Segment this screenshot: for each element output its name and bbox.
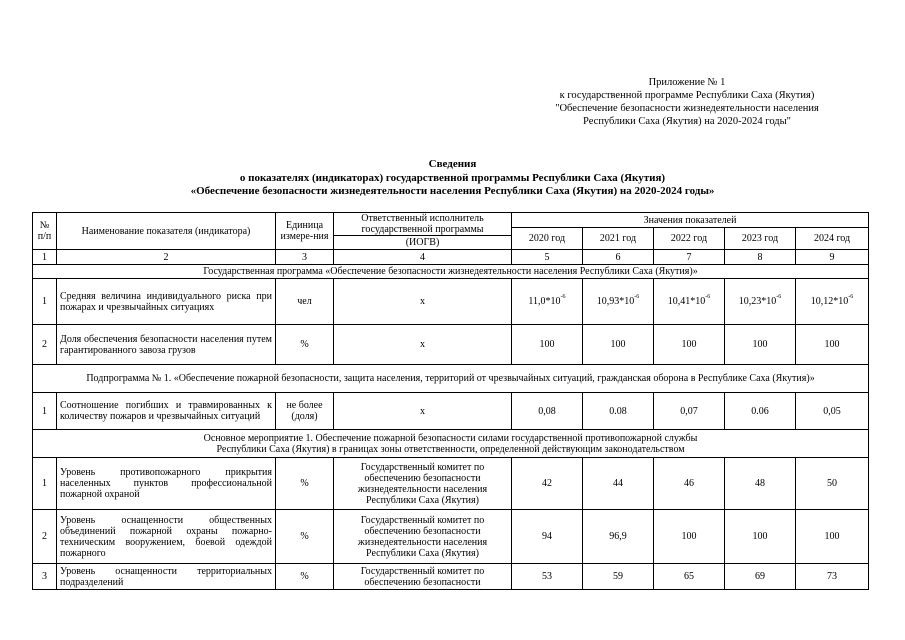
unit: %	[276, 510, 334, 564]
value-exponent: -6	[848, 294, 854, 300]
heading-subtitle: о показателях (индикаторах) государственной программы Республики Саха (Якутия)	[239, 171, 666, 184]
indicator-value: 0.06	[725, 393, 796, 430]
indicator-value: 94	[512, 510, 583, 564]
indicator-value: 0,07	[654, 393, 725, 430]
indicator-value: 100	[725, 510, 796, 564]
indicator-value: 65	[654, 564, 725, 590]
unit: чел	[276, 279, 334, 325]
section-program: Государственная программа «Обеспечение безопасности жизнедеятельности населения Республики Саха (Якутия)»	[33, 265, 869, 279]
indicator-value: 96,9	[583, 510, 654, 564]
executor: х	[334, 279, 512, 325]
indicator-value: 0,05	[796, 393, 869, 430]
section-subprogram: Подпрограмма № 1. «Обеспечение пожарной безопасности, защита населения, территорий от чрезвычайных ситуаций, гражданская оборона в Республике Саха (Якутия)»	[33, 365, 869, 393]
indicator-value: 100	[512, 325, 583, 365]
table-row	[33, 279, 869, 325]
indicator-value: 44	[583, 458, 654, 510]
column-index: 8	[725, 250, 796, 265]
row-number: 1	[33, 279, 57, 325]
table-row	[33, 393, 869, 430]
row-number: 2	[33, 510, 57, 564]
header-values: Значения показателей	[512, 213, 869, 228]
section-main-activity	[33, 430, 869, 458]
column-index: 7	[654, 250, 725, 265]
row-number: 1	[33, 393, 57, 430]
indicator-value: 53	[512, 564, 583, 590]
indicator-value	[725, 279, 796, 325]
indicator-name: Уровень оснащенности территориальных подразделений	[57, 564, 276, 590]
header-num: № п/п	[33, 213, 57, 250]
row-number: 3	[33, 564, 57, 590]
value-exponent: -6	[560, 294, 566, 300]
section-line: Основное мероприятие 1. Обеспечение пожарной безопасности силами государственной противопожарной службы	[203, 432, 698, 444]
indicator-name: Уровень противопожарного прикрытия населенных пунктов профессиональной пожарной охраной	[57, 458, 276, 510]
indicator-name: Уровень оснащенности общественных объединений пожарной охраны пожарно-техническим вооружением, боевой одеждой пожарного	[57, 510, 276, 564]
unit: %	[276, 564, 334, 590]
indicator-value	[796, 279, 869, 325]
column-index: 2	[57, 250, 276, 265]
indicator-value: 100	[654, 510, 725, 564]
value-mantissa: 10,23*10	[738, 296, 777, 307]
indicator-value: 42	[512, 458, 583, 510]
row-number: 1	[33, 458, 57, 510]
executor: Государственный комитет по обеспечению безопасности	[334, 564, 512, 590]
indicator-value: 59	[583, 564, 654, 590]
header-year: 2022 год	[654, 228, 725, 250]
table-row	[33, 564, 869, 590]
indicator-value	[512, 279, 583, 325]
section-line: Республики Саха (Якутия) в границах зоны ответственности, определенной действующим законодательством	[216, 443, 685, 455]
indicator-name: Соотношение погибших и травмированных к количеству пожаров и чрезвычайных ситуаций	[57, 393, 276, 430]
column-index: 5	[512, 250, 583, 265]
indicator-value	[654, 279, 725, 325]
appendix-title: Приложение № 1	[648, 77, 726, 88]
unit: %	[276, 458, 334, 510]
value-exponent: -6	[776, 294, 782, 300]
indicator-value: 69	[725, 564, 796, 590]
indicator-value: 100	[583, 325, 654, 365]
appendix-line: к государственной программе Республики Саха (Якутия)	[559, 90, 815, 101]
indicator-value: 100	[796, 510, 869, 564]
indicator-value: 50	[796, 458, 869, 510]
value-mantissa: 11,0*10	[528, 296, 561, 307]
column-index: 9	[796, 250, 869, 265]
indicator-value: 0.08	[583, 393, 654, 430]
indicator-name: Средняя величина индивидуального риска при пожарах и чрезвычайных ситуациях	[57, 279, 276, 325]
column-index: 1	[33, 250, 57, 265]
value-exponent: -6	[705, 294, 711, 300]
header-executor-abbr: (ИОГВ)	[334, 236, 512, 250]
header-unit: Единица измере-ния	[276, 213, 334, 250]
value-mantissa: 10,41*10	[667, 296, 706, 307]
unit: %	[276, 325, 334, 365]
executor: Государственный комитет по обеспечению безопасности жизнедеятельности населения Республики Саха (Якутия)	[334, 510, 512, 564]
appendix-line: "Обеспечение безопасности жизнедеятельности населения	[555, 103, 819, 114]
executor: Государственный комитет по обеспечению безопасности жизнедеятельности населения Республики Саха (Якутия)	[334, 458, 512, 510]
appendix-line: Республики Саха (Якутия) на 2020-2024 годы"	[583, 116, 791, 127]
indicator-value: 48	[725, 458, 796, 510]
header-year: 2024 год	[796, 228, 869, 250]
table-row	[33, 510, 869, 564]
table-row	[33, 458, 869, 510]
executor: х	[334, 325, 512, 365]
table-row	[33, 325, 869, 365]
executor: х	[334, 393, 512, 430]
column-index: 6	[583, 250, 654, 265]
header-executor: Ответственный исполнитель государственной программы	[334, 213, 512, 236]
header-year: 2020 год	[512, 228, 583, 250]
document-heading	[0, 158, 905, 199]
value-mantissa: 10,12*10	[810, 296, 849, 307]
column-index: 4	[334, 250, 512, 265]
header-year: 2023 год	[725, 228, 796, 250]
indicator-value: 100	[796, 325, 869, 365]
unit: не более (доля)	[276, 393, 334, 430]
value-exponent: -6	[634, 294, 640, 300]
indicator-value: 100	[654, 325, 725, 365]
column-index: 3	[276, 250, 334, 265]
heading-program-name: «Обеспечение безопасности жизнедеятельности населения Республики Саха (Якутия) на 2020-2024 годы»	[190, 185, 715, 197]
appendix-note	[527, 76, 847, 128]
indicator-value: 46	[654, 458, 725, 510]
indicator-value: 100	[725, 325, 796, 365]
indicator-value: 0,08	[512, 393, 583, 430]
header-indicator-name: Наименование показателя (индикатора)	[57, 213, 276, 250]
indicator-value: 73	[796, 564, 869, 590]
value-mantissa: 10,93*10	[596, 296, 635, 307]
header-year: 2021 год	[583, 228, 654, 250]
indicator-name: Доля обеспечения безопасности населения путем гарантированного завоза грузов	[57, 325, 276, 365]
indicators-table	[32, 212, 869, 590]
indicator-value	[583, 279, 654, 325]
row-number: 2	[33, 325, 57, 365]
heading-title: Сведения	[428, 158, 477, 170]
